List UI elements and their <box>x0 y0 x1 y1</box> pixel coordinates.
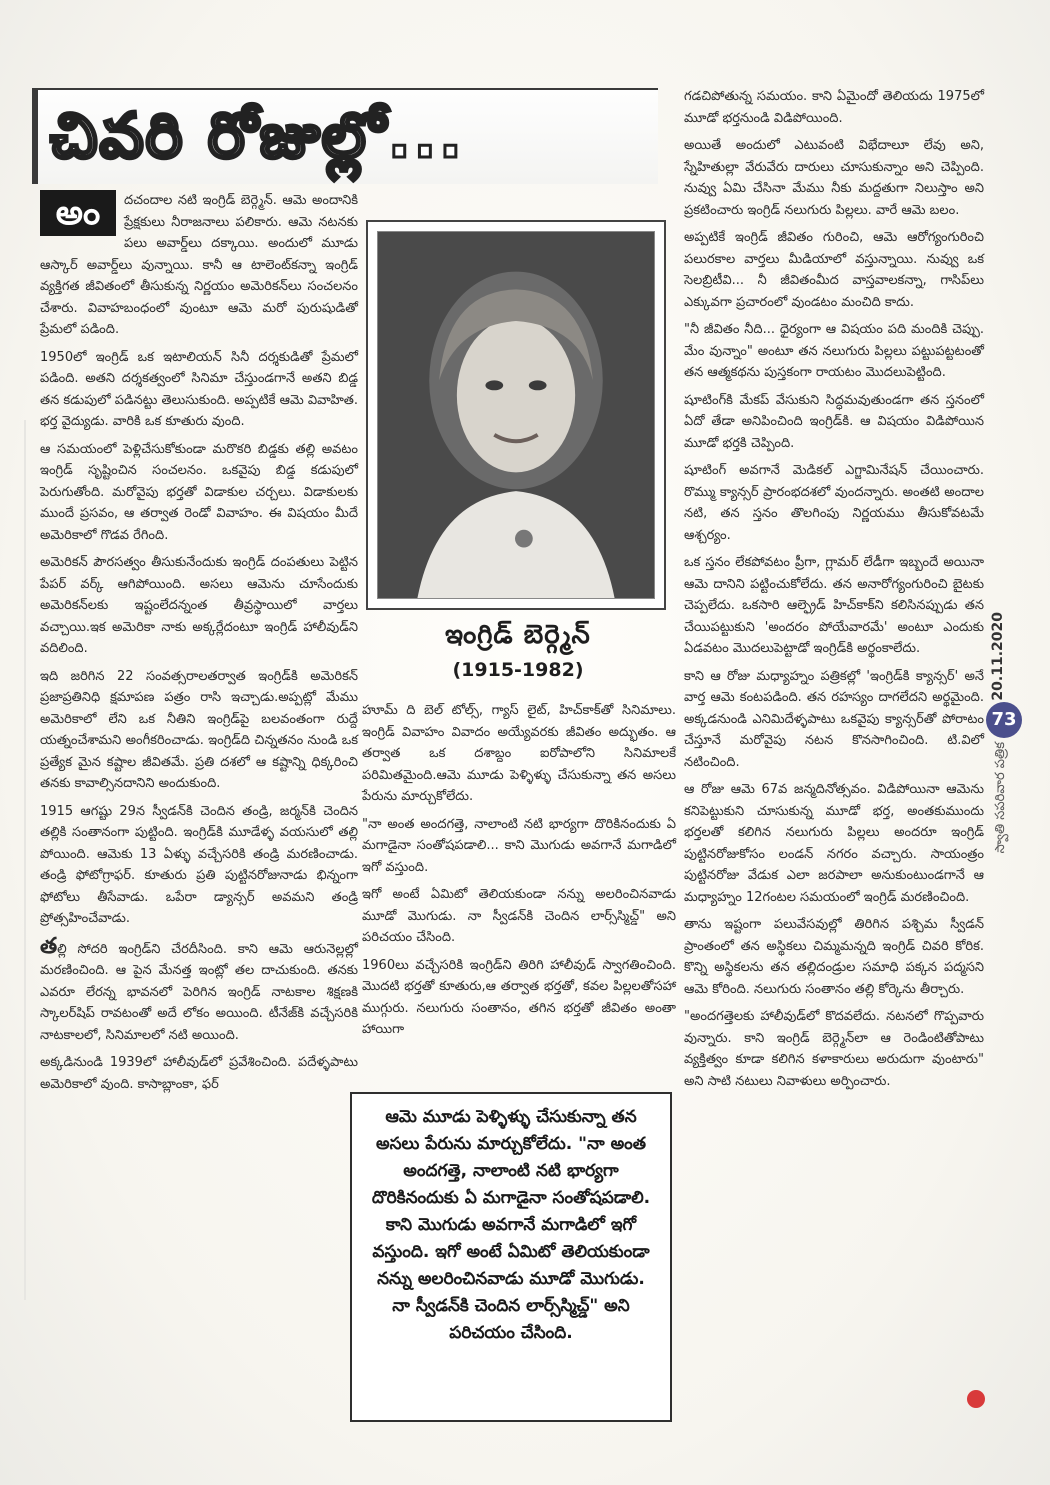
paragraph: అక్కడినుండి 1939లో హాలీవుడ్‌లో ప్రవేశించింది. పదేళ్ళపాటు అమెరికాలో వుంది. కాసాబ్లాంకా, ఫర్ <box>40 1055 358 1092</box>
caption-years: (1915-1982) <box>452 659 584 681</box>
middle-column <box>362 700 676 1047</box>
caption-name: ఇంగ్రిడ్ బెర్గ్మెన్ <box>445 620 591 650</box>
paragraph: "నా అంత అందగత్తె, నాలాంటి నటి భార్యగా దొరికినందుకు ఏ మగాడైనా సంతోషపడాలి... కాని మొగుడు అవగానే మగాడిలో ఇగో వస్తుంది. <box>362 816 676 875</box>
page-margin-shadow <box>24 420 26 1300</box>
paragraph: 1960లు వచ్చేసరికి ఇంగ్రిడ్‌ని తిరిగి హాలీవుడ్ స్వాగతించింది. మొదటి భర్తతో కూతురు,ఆ తర్వాత భర్తతో, కవల పిల్లలతోసహా ముగ్గురు. నలుగురు సంతానం, తగిన భర్తతో జీవితం అంతా హాయిగా <box>362 957 676 1037</box>
paragraph: అప్పటికే ఇంగ్రిడ్ జీవితం గురించి, ఆమె ఆరోగ్యంగురించి పలురకాల వార్తలు మీడియాలో వస్తున్నాయి. నువ్వు ఒక సెలబ్రిటీవి... నీ జీవితంమీద వాస్తవాలకన్నా, గాసిప్‌లు ఎక్కువగా ప్రచారంలో వుండటం మంచిది కాదు. <box>684 230 984 310</box>
paragraph: 1915 ఆగష్టు 29న స్వీడన్‌కి చెందిన తండ్రి, జర్మన్‌కి చెందిన తల్లికి సంతానంగా పుట్టింది. ఇంగ్రిడ్‌కి మూడేళ్ళ వయసులో తల్లి పోయింది. ఆమెకు 13 ఏళ్ళు వచ్చేసరికి తండ్రి మరణించాడు. తండ్రి ఫోటోగ్రాఫర్. కూతురు ప్రతి పుట్టినరోజునాడు భిన్నంగా ఫోటోలు తీసేవాడు. ఒపేరా డ్యాన్సర్ అవమని తండ్రి ప్రోత్సహించేవాడు. <box>40 803 358 926</box>
portrait-photo <box>377 231 655 599</box>
bold-initial: త <box>40 933 58 959</box>
paragraph: "అందగత్తెలకు హాలీవుడ్‌లో కొదవలేదు. నటనలో గొప్పవారు వున్నారు. కాని ఇంగ్రిడ్ బెర్గ్మెన్‌లా ఆ రెండింటితోపాటు వ్యక్తిత్వం కూడా కలిగిన కళాకారులు అరుదుగా వుంటారు" అని సాటి నటులు నివాళులు అర్పించారు. <box>684 1009 984 1089</box>
paragraph: తాను ఇష్టంగా పలువేసవుల్లో తిరిగిన పశ్చిమ స్వీడన్ ప్రాంతంలో తన అస్థికలు చిమ్మమన్నది ఇంగ్రిడ్ చివరి కోరిక. కొన్ని అస్థికలను తన తల్లిదండ్రుల సమాధి పక్కన పద్మసని ఆమె కోరింది. నలుగురు సంతానం తల్లి కోర్కెను తీర్చారు. <box>684 917 984 997</box>
paragraph: ఆ సమయంలో పెళ్లిచేసుకోకుండా మరొకరి బిడ్డకు తల్లి అవటం ఇంగ్రిడ్ సృష్టించిన సంచలనం. ఒకవైపు బిడ్డ కడుపులో పెరుగుతోంది. మరోవైపు భర్తతో విడాకుల చర్చలు. విడాకులకు ముందే ప్రసవం, ఆ తర్వాత రెండో వివాహం. ఈ విషయం మీదే అమెరికాలో గొడవ రేగింది. <box>40 441 358 543</box>
issue-date: 20.11.2020 <box>990 612 1006 701</box>
paragraph: "నీ జీవితం నీది... ధైర్యంగా ఆ విషయం పది మందికి చెప్పు. మేం వున్నాం" అంటూ తన నలుగురు పిల్లలు పట్టుపట్టటంతో తన ఆత్మకథను పుస్తకంగా రాయటం మొదలుపెట్టింది. <box>684 322 984 380</box>
paragraph: షూటింగ్‌కి మేకప్ వేసుకుని సిద్ధమవుతుండగా తన స్తనంలో ఏదో తేడా అనిపించింది ఇంగ్రిడ్‌కి. ఆ విషయం విడిపోయిన మూడో భర్తకి చెప్పింది. <box>684 392 984 451</box>
portrait-photo-frame <box>366 220 666 610</box>
right-column <box>684 86 984 1098</box>
paragraph: కాని ఆ రోజు మధ్యాహ్నం పత్రికల్లో 'ఇంగ్రిడ్‌కి క్యాన్సర్' అనే వార్త ఆమె కంటపడింది. తన రహస్యం దాగలేదని అర్థమైంది. అక్కడనుండి ఎనిమిదేళ్ళపాటు ఒకవైపు క్యాన్సర్‌తో పోరాటం చేస్తూనే మరోవైపు నటన కొనసాగించింది. టి.విలో నటించింది. <box>684 668 984 770</box>
page-number-badge: 73 <box>986 702 1022 738</box>
pull-quote: ఆమె మూడు పెళ్ళిళ్ళు చేసుకున్నా తన అసలు పేరును మార్చుకోలేదు. "నా అంత అందగత్తె, నాలాంటి నటి భార్యగా దొరికినందుకు ఏ మగాడైనా సంతోషపడాలి. కాని మొగుడు అవగానే మగాడిలో ఇగో వస్తుంది. ఇగో అంటే ఏమిటో తెలియకుండా నన్ను అలరించినవాడు మూడో మొగుడు. నా స్వీడన్‌కి చెందిన లార్స్‌స్మిచ్డ్" అని పరిచయం చేసింది. <box>350 1092 672 1422</box>
paragraph: తల్లి సోదరి ఇంగ్రిడ్‌ని చేరదీసింది. కాని ఆమె ఆరునెల్లల్లో మరణించింది. ఆ పైన మేనత్త ఇంట్లో తల దాచుకుంది. తనకు ఎవరూ లేరన్న భావనలో పెరిగిన ఇంగ్రిడ్ నాటకాల శిక్షణకి స్కాలర్‌షిప్ రావటంతో అదే లోకం అయింది. టీనేజ్‌కి వచ్చేసరికి నాటకాలలో, సినిమాలలో నటి అయింది. <box>40 933 358 1043</box>
drop-cap: అం <box>40 190 116 236</box>
magazine-brand: స్వాతి సపరివార పత్రిక <box>993 742 1008 854</box>
photo-caption <box>378 615 658 693</box>
paragraph: అమెరికన్ పౌరసత్వం తీసుకునేందుకు ఇంగ్రిడ్ దంపతులు పెట్టిన పేపర్ వర్క్ ఆగిపోయింది. అసలు ఆమెను చూసేందుకు అమెరికన్‌లకు ఇష్టంలేదన్నంత తీవ్రస్థాయిలో వార్తలు వచ్చాయి.ఇక అమెరికా నాకు అక్కర్లేదంటూ ఇంగ్రిడ్ హాలీవుడ్‌ని వదిలింది. <box>40 555 358 656</box>
paragraph: గడచిపోతున్న సమయం. కాని ఏమైందో తెలియదు 1975లో మూడో భర్తనుండి విడిపోయింది. <box>684 89 984 126</box>
paragraph: ఆ రోజు ఆమె 67వ జన్మదినోత్సవం. విడిపోయినా ఆమెను కనిపెట్టుకుని చూసుకున్న మూడో భర్త, అంతకుముందు భర్తలతో కలిగిన నలుగురు పిల్లలు అందరూ ఇంగ్రిడ్ పుట్టినరోజుకోసం లండన్ నగరం వచ్చారు. సాయంత్రం పుట్టినరోజు వేడుక ఎలా జరపాలా అనుకుంటుండగానే ఆ మధ్యాహ్నం 12గంటల సమయంలో ఇంగ్రిడ్ మరణించింది. <box>684 782 984 905</box>
paragraph: అయితే అందులో ఎటువంటి విభేదాలూ లేవు అని, స్నేహితుల్లా వేరువేరు దారులు చూసుకున్నాం అని చెప్పింది. నువ్వు ఏమి చేసినా మేము నీకు మద్దతుగా నిలుస్తాం అని ప్రకటించారు ఇంగ్రిడ్ నలుగురు పిల్లలు. వారే ఆమె బలం. <box>684 138 984 218</box>
left-column <box>40 190 358 1101</box>
paragraph: ఒక స్తనం లేకపోవటం ప్రీగా, గ్లామర్ లేడీగా ఇబ్బందే అయినా ఆమె దానిని పట్టించుకోలేదు. తన అనారోగ్యంగురించి బైటకు చెప్పలేదు. ఒకసారి ఆల్ఫ్రెడ్ హిచ్‌కాక్‌ని కలిసినప్పుడు తన చేయిపట్టుకుని 'అందరం పోయేవారమే' అంటూ ఎందుకు ఏడవటం మొదలుపెట్టాడో ఇంగ్రిడ్‌కి అర్థంకాలేదు. <box>684 555 984 656</box>
paragraph: షూటింగ్ అవగానే మెడికల్ ఎగ్జామినేషన్ చేయించారు. రొమ్ము క్యాన్సర్ ప్రారంభదశలో వుందన్నారు. అంతటి అందాల నటి, తన స్తనం తొలగింపు నిర్ణయము తీసుకోవటమే ఆశ్చర్యం. <box>684 463 984 543</box>
paragraph: అం దచందాల నటి ఇంగ్రిడ్ బెర్గ్మెన్. ఆమె అందానికి ప్రేక్షకులు నీరాజనాలు పలికారు. ఆమె నటనకు పలు అవార్డ్‌లు దక్కాయి. అందులో మూడు ఆస్కార్ అవార్డ్‌లు వున్నాయి. కానీ ఆ టాలెంట్‌కన్నా ఇంగ్రిడ్ వ్యక్తిగత జీవితంలో తీసుకున్న నిర్ణయం అమెరికన్‌లు సంచలనం చేశారు. వివాహబంధంలో వుంటూ ఆమె మరో పురుషుడితో ప్రేమలో పడింది. <box>40 190 358 341</box>
article-title: చివరి రోజుల్లో... <box>50 99 465 172</box>
paragraph: 1950లో ఇంగ్రిడ్ ఒక ఇటాలియన్ సినీ దర్శకుడితో ప్రేమలో పడింది. అతని దర్శకత్వంలో సినిమా చేస్తుండగానే అతని బిడ్డ తన కడుపులో పడినట్టు తెలుసుకుంది. అప్పటికే ఆమె వివాహిత. భర్త వైద్యుడు. వారికి ఒక కూతురు వుంది. <box>40 349 358 429</box>
article-end-icon <box>967 1390 985 1408</box>
paragraph: ఇది జరిగిన 22 సంవత్సరాలతర్వాత ఇంగ్రిడ్‌కి అమెరికన్ ప్రజాప్రతినిధి క్షమాపణ పత్రం రాసి ఇచ్చాడు.అప్పట్లో మేము అమెరికాలో లేని ఒక నీతిని ఇంగ్రిడ్‌పై బలవంతంగా రుద్దే యత్నంచేశామని అంగీకరించాడు. ఇంగ్రిడ్‌ది చిన్నతనం నుండి ఒక ప్రత్యేక మైన కష్టాల జీవితమే. ప్రతి దశలో ఆ కష్టాన్ని ధిక్కరించి తనకు కావాల్సినదానిని అందుకుంది. <box>40 668 358 791</box>
paragraph: ఇగో అంటే ఏమిటో తెలియకుండా నన్ను అలరించినవాడు మూడో మొగుడు. నా స్వీడన్‌కి చెందిన లార్స్‌స్మిచ్డ్" అని పరిచయం చేసింది. <box>362 887 676 945</box>
paragraph: హూమ్ ది బెల్ టోల్స్, గ్యాస్ లైట్, హిచ్‌కాక్‌తో సినిమాలు. ఇంగ్రిడ్ వివాహం వివాదం అయ్యేవరకు జీవితం అద్భుతం. ఆ తర్వాత ఒక దశాబ్దం ఐరోపాలోని సినిమాలకే పరిమితమైంది.ఆమె మూడు పెళ్ళిళ్ళు చేసుకున్నా తన అసలు పేరును మార్చుకోలేదు. <box>362 703 676 804</box>
portrait-illustration <box>378 232 654 598</box>
